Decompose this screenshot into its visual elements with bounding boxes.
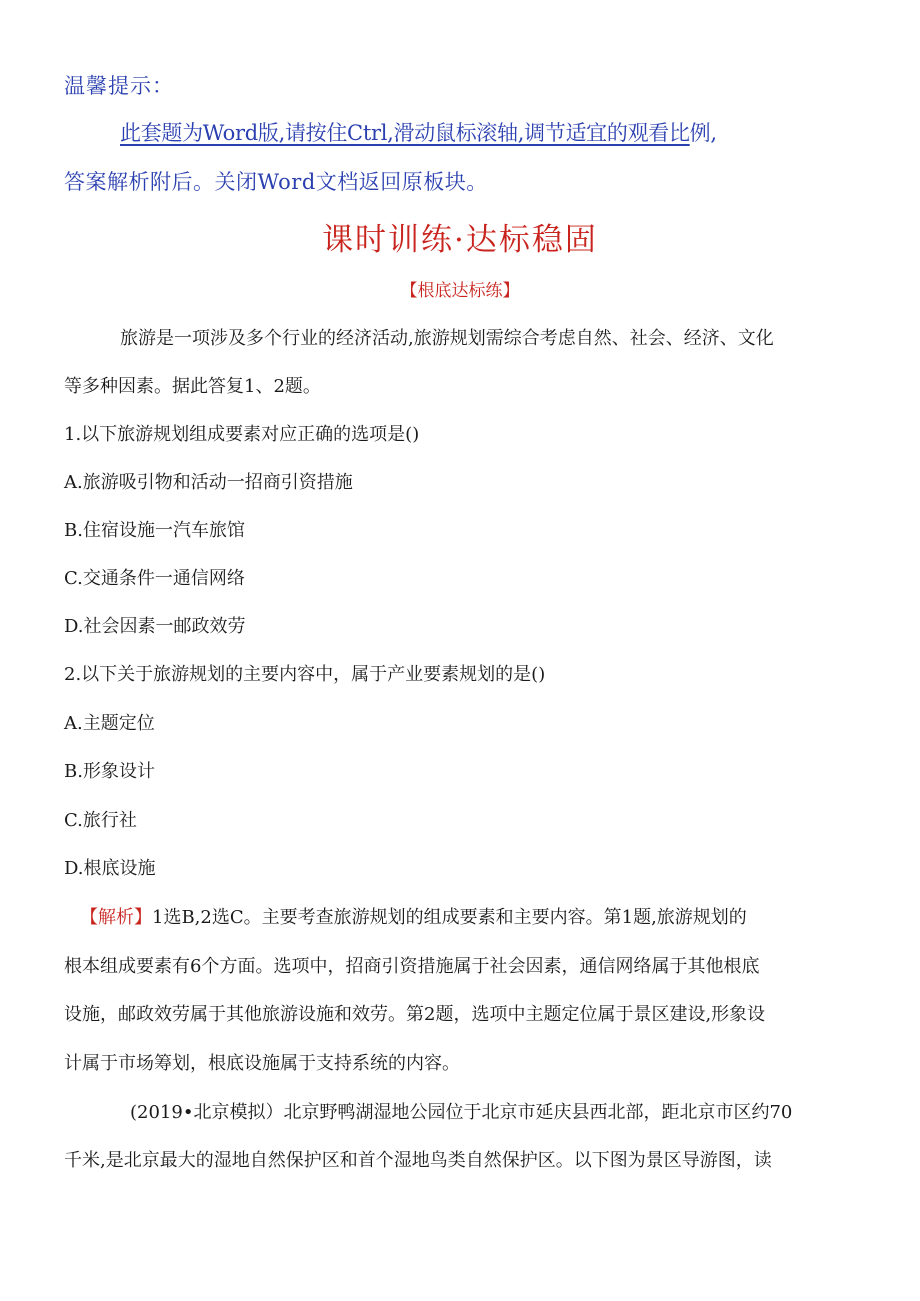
- question-1-option-a: A.旅游吸引物和活动一招商引资措施: [64, 472, 353, 493]
- tip-line-1-tail: 例,: [689, 121, 717, 145]
- passage-2-line-2: 千米,是北京最大的湿地自然保护区和首个湿地鸟类自然保护区。以下图为景区导游图，读: [64, 1150, 772, 1171]
- question-2-stem: 2.以下关于旅游规划的主要内容中，属于产业要素规划的是(): [64, 664, 546, 685]
- tip-line-1: [120, 117, 717, 147]
- question-1-option-b: B.住宿设施一汽车旅馆: [64, 520, 245, 541]
- question-1-option-c: C.交通条件一通信网络: [64, 568, 245, 589]
- question-2-option-d: D.根底设施: [64, 858, 156, 879]
- question-2-option-a: A.主题定位: [64, 713, 155, 734]
- question-1-option-d: D.社会因素一邮政效劳: [64, 616, 246, 637]
- analysis-line-4: 计属于市场筹划，根底设施属于支持系统的内容。: [64, 1053, 460, 1074]
- section-subtitle: 【根底达标练】: [400, 281, 520, 301]
- passage-2-line-1: (2019•北京模拟）北京野鸭湖湿地公园位于北京市延庆县西北部，距北京市区约70: [130, 1102, 793, 1123]
- tip-line-2: 答案解析附后。关闭Word文档返回原板块。: [64, 170, 488, 194]
- analysis-line-1-text: 1选B,2选C。主要考查旅游规划的组成要素和主要内容。第1题,旅游规划的: [152, 907, 747, 928]
- question-2-option-b: B.形象设计: [64, 761, 155, 782]
- question-1-stem: 1.以下旅游规划组成要素对应正确的选项是(): [64, 424, 420, 445]
- question-2-option-c: C.旅行社: [64, 810, 137, 831]
- analysis-tag: 【解析】: [80, 907, 152, 928]
- intro-line-1: 旅游是一项涉及多个行业的经济活动,旅游规划需综合考虑自然、社会、经济、文化: [120, 328, 774, 349]
- analysis-line-2: 根本组成要素有6个方面。选项中，招商引资措施属于社会因素，通信网络属于其他根底: [64, 956, 760, 977]
- analysis-line-3: 设施，邮政效劳属于其他旅游设施和效劳。第2题，选项中主题定位属于景区建设,形象设: [64, 1004, 766, 1025]
- page-title: 课时训练·达标稳固: [322, 222, 598, 258]
- analysis-line-1: [80, 909, 747, 927]
- tip-link[interactable]: 此套题为Word版,请按住Ctrl,滑动鼠标滚轴,调节适宜的观看比: [120, 121, 690, 145]
- tip-heading: 温馨提示：: [64, 74, 174, 98]
- intro-line-2: 等多种因素。据此答复1、2题。: [64, 376, 321, 397]
